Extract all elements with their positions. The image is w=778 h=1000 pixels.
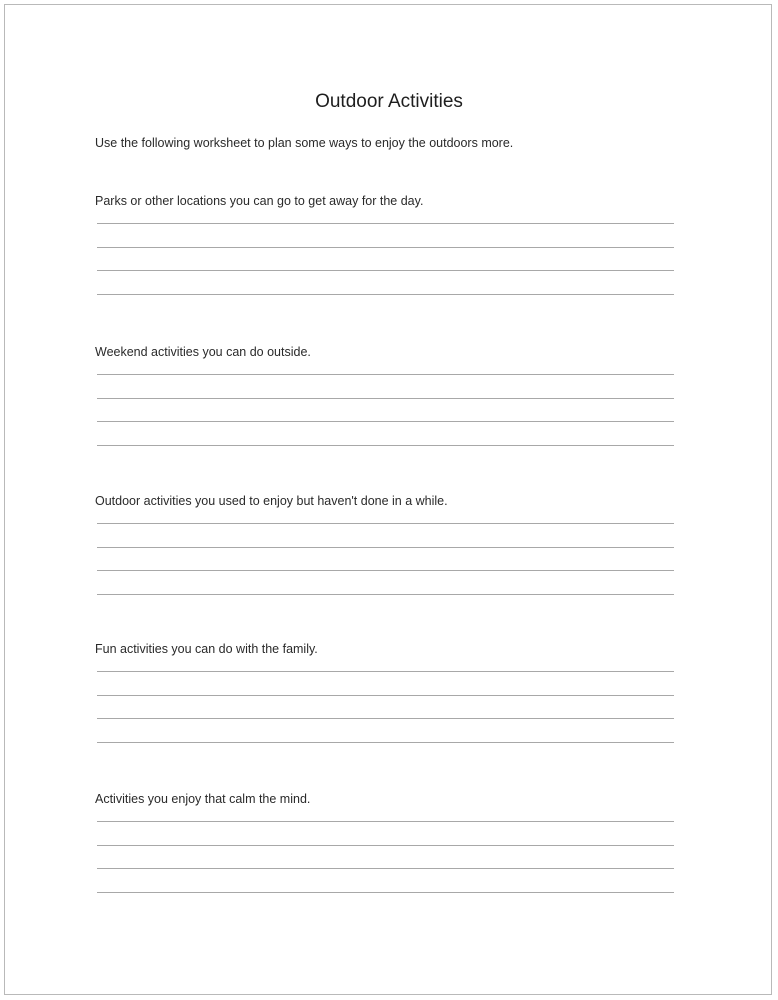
answer-line[interactable] xyxy=(97,374,674,375)
section-prompt: Activities you enjoy that calm the mind. xyxy=(95,792,311,806)
answer-line[interactable] xyxy=(97,570,674,571)
answer-line[interactable] xyxy=(97,247,674,248)
answer-line[interactable] xyxy=(97,821,674,822)
section-prompt: Weekend activities you can do outside. xyxy=(95,345,311,359)
answer-line[interactable] xyxy=(97,547,674,548)
answer-line[interactable] xyxy=(97,523,674,524)
answer-line[interactable] xyxy=(97,270,674,271)
answer-line[interactable] xyxy=(97,445,674,446)
answer-line[interactable] xyxy=(97,594,674,595)
answer-line[interactable] xyxy=(97,421,674,422)
answer-line[interactable] xyxy=(97,695,674,696)
section-prompt: Outdoor activities you used to enjoy but haven't done in a while. xyxy=(95,494,448,508)
answer-line[interactable] xyxy=(97,868,674,869)
intro-text: Use the following worksheet to plan some ways to enjoy the outdoors more. xyxy=(95,136,514,150)
answer-line[interactable] xyxy=(97,294,674,295)
answer-line[interactable] xyxy=(97,845,674,846)
page-title: Outdoor Activities xyxy=(315,91,463,112)
answer-line[interactable] xyxy=(97,892,674,893)
answer-line[interactable] xyxy=(97,398,674,399)
section-prompt: Parks or other locations you can go to get away for the day. xyxy=(95,194,424,208)
answer-line[interactable] xyxy=(97,742,674,743)
answer-line[interactable] xyxy=(97,671,674,672)
answer-line[interactable] xyxy=(97,718,674,719)
section-prompt: Fun activities you can do with the family. xyxy=(95,642,318,656)
answer-line[interactable] xyxy=(97,223,674,224)
